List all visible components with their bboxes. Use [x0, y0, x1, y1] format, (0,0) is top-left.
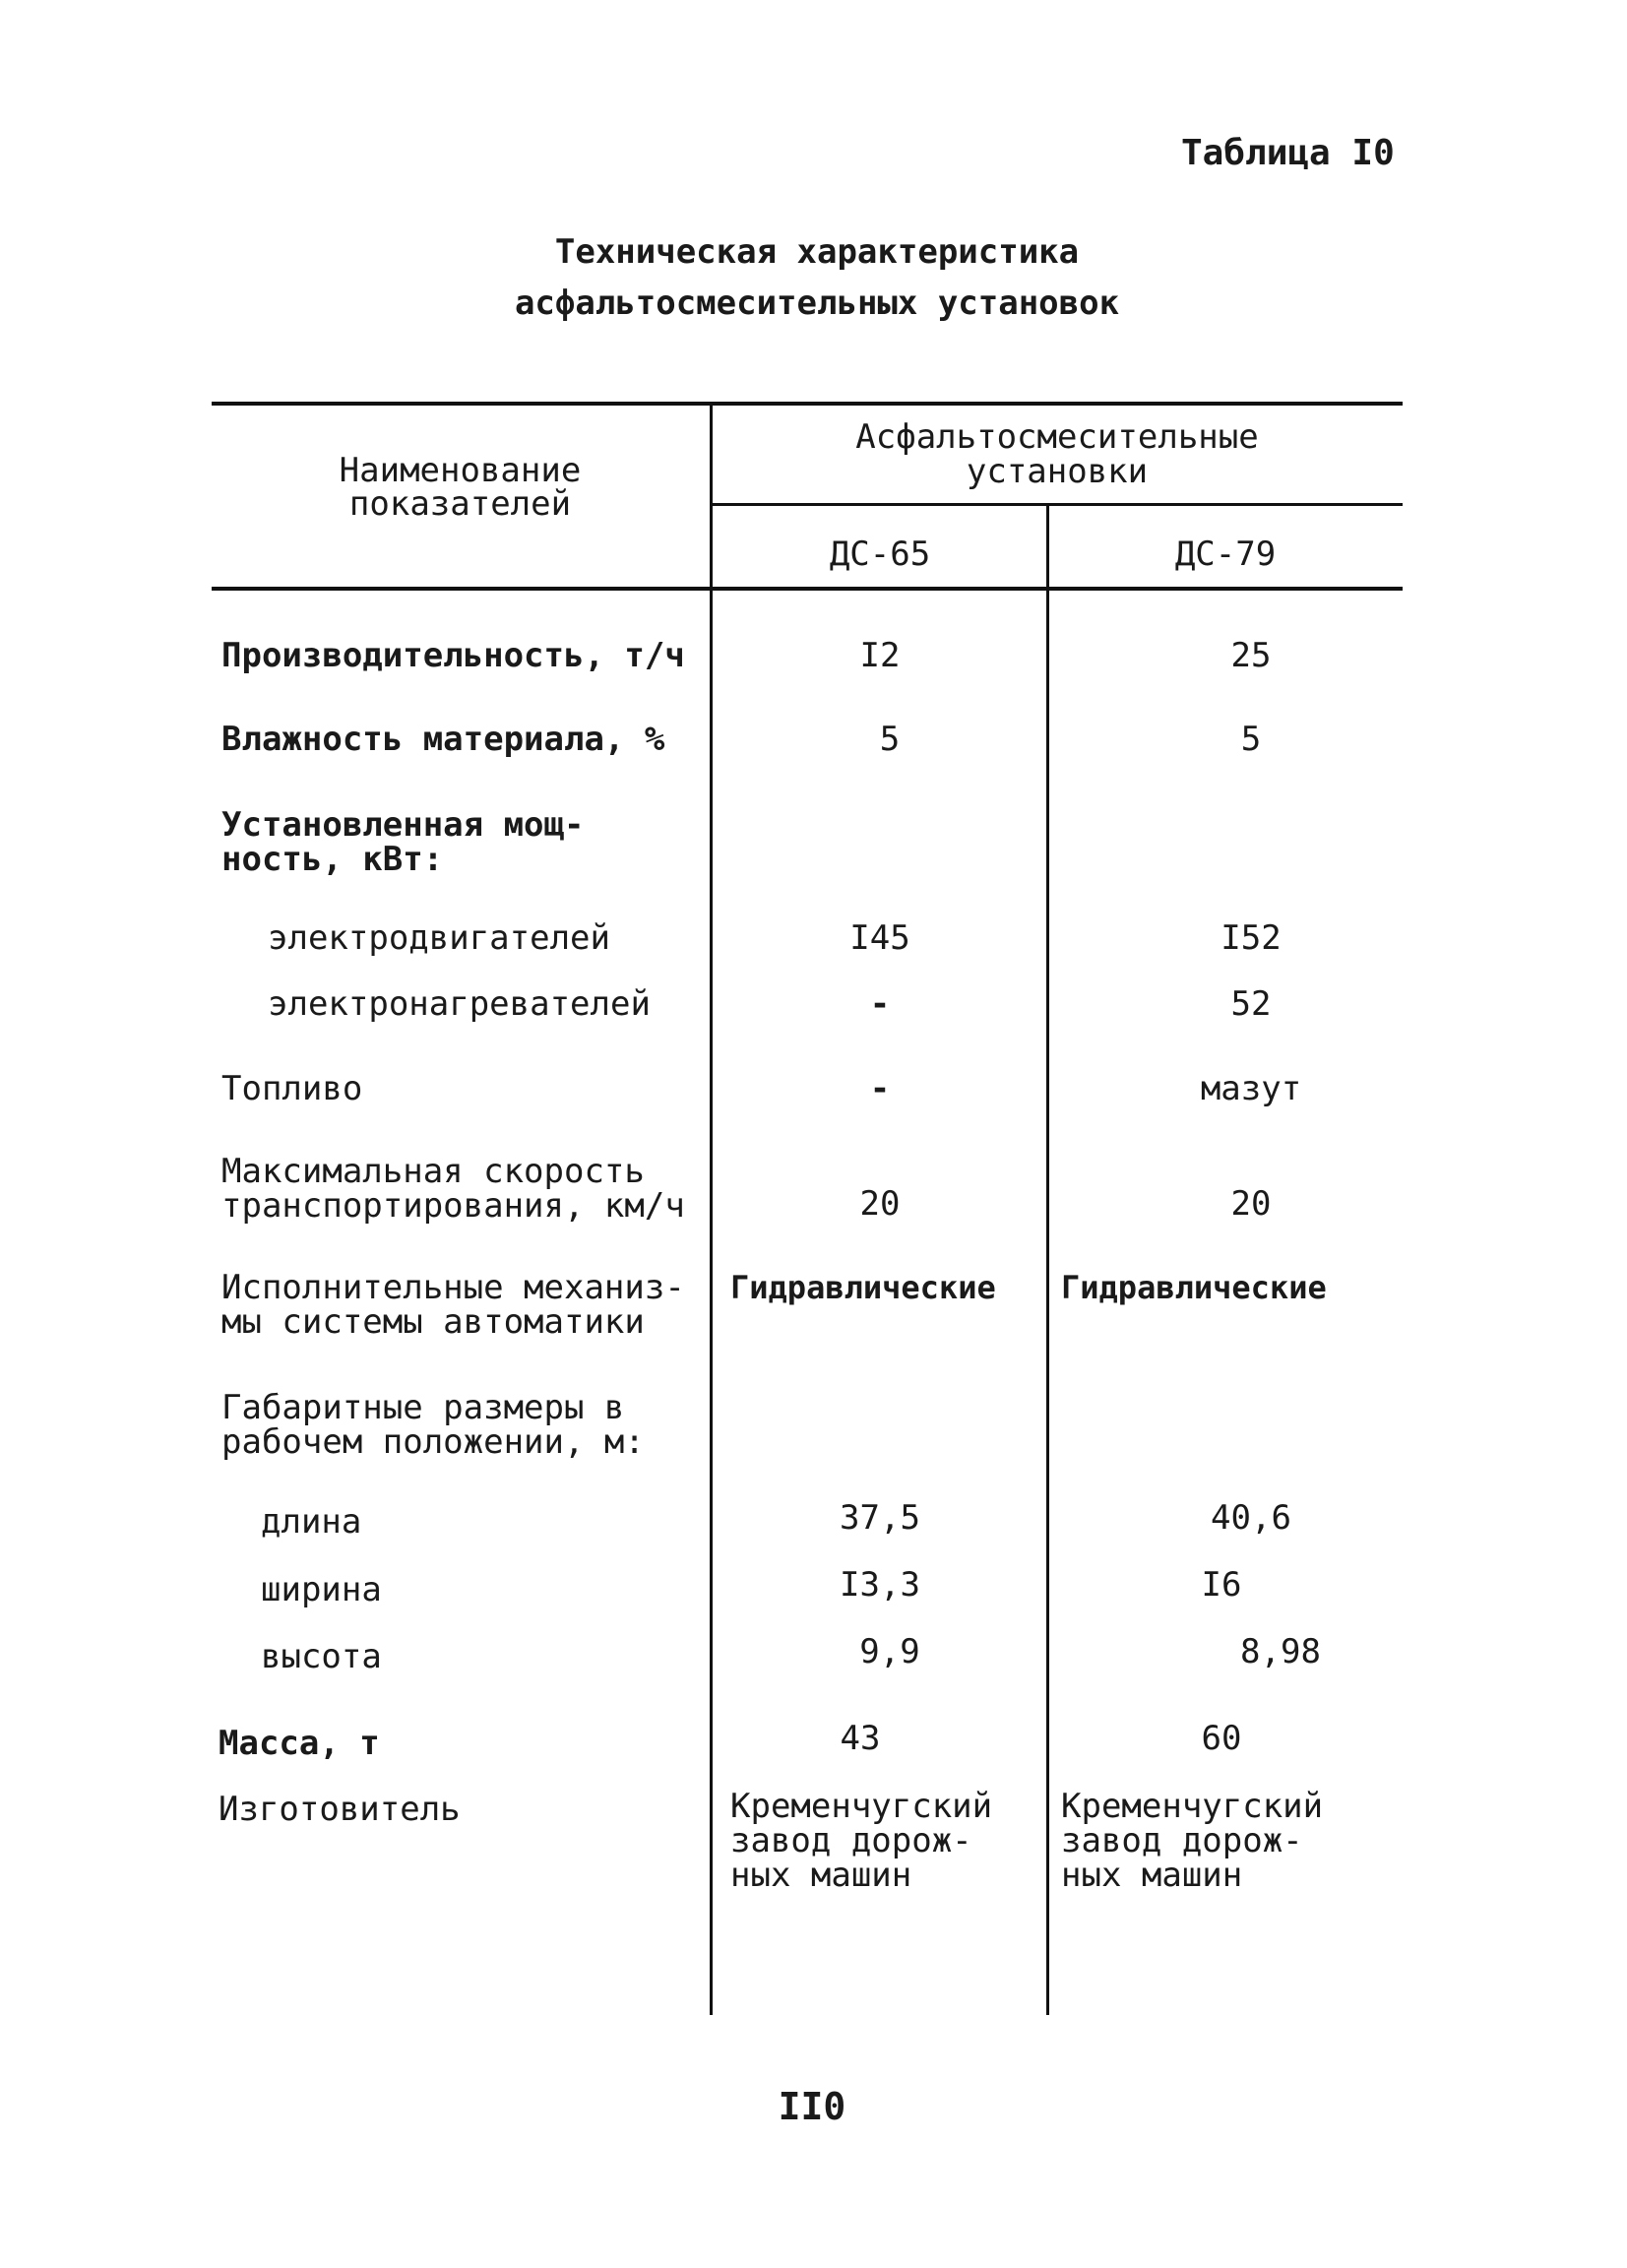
label-actuators-line-1: Исполнительные механиз-: [221, 1268, 685, 1307]
page-number: II0: [778, 2085, 846, 2128]
value-height-ds79: 8,98: [1240, 1632, 1321, 1671]
value-height-ds65: 9,9: [859, 1632, 920, 1671]
label-dimensions-line-1: Габаритные размеры в: [221, 1388, 625, 1427]
value-actuators-ds79: Гидравлические: [1061, 1269, 1327, 1306]
value-productivity-ds65: I2: [859, 636, 901, 675]
title-line-2: асфальтосмесительных установок: [514, 284, 1120, 323]
value-heaters-ds79: 52: [1230, 984, 1272, 1024]
value-length-ds79: 40,6: [1211, 1498, 1291, 1538]
value-maker-ds65-line-1: Кременчугский: [730, 1787, 993, 1826]
table-top-rule: [212, 402, 1403, 406]
value-length-ds65: 37,5: [840, 1498, 920, 1538]
label-heaters: электронагревателей: [268, 984, 651, 1024]
label-fuel: Топливо: [221, 1069, 363, 1108]
value-width-ds79: I6: [1201, 1565, 1242, 1605]
label-width: ширина: [261, 1570, 382, 1609]
header-group-line-1: Асфальтосмесительные: [855, 417, 1259, 457]
value-actuators-ds65: Гидравлические: [730, 1269, 996, 1306]
label-motors: электродвигателей: [268, 918, 610, 958]
label-mass: Масса, т: [219, 1724, 380, 1763]
label-productivity: Производительность, т/ч: [221, 636, 685, 675]
value-maker-ds65-line-2: завод дорож-: [730, 1821, 972, 1860]
value-moisture-ds79: 5: [1240, 720, 1262, 759]
header-indicator-line-2: показателей: [348, 484, 572, 524]
value-maker-ds79-line-2: завод дорож-: [1061, 1821, 1303, 1860]
label-power-line-2: ность, кВт:: [221, 840, 444, 879]
header-group-line-2: установки: [966, 452, 1149, 491]
title-line-1: Техническая характеристика: [554, 232, 1080, 272]
label-height: высота: [261, 1637, 382, 1676]
label-moisture: Влажность материала, %: [221, 720, 665, 759]
value-speed-ds65: 20: [859, 1184, 901, 1224]
value-productivity-ds79: 25: [1230, 636, 1272, 675]
value-motors-ds65: I45: [849, 918, 910, 958]
header-bottom-rule: [212, 587, 1403, 591]
header-indicator-line-1: Наименование: [339, 451, 582, 490]
label-actuators-line-2: мы системы автоматики: [221, 1302, 645, 1342]
value-motors-ds79: I52: [1220, 918, 1282, 958]
value-mass-ds79: 60: [1201, 1719, 1242, 1758]
label-speed-line-1: Максимальная скорость: [221, 1152, 645, 1191]
value-maker-ds79-line-1: Кременчугский: [1061, 1787, 1324, 1826]
value-maker-ds65-line-3: ных машин: [730, 1856, 912, 1895]
value-moisture-ds65: 5: [879, 720, 901, 759]
header-mid-rule: [711, 503, 1403, 506]
value-fuel-ds79: мазут: [1200, 1069, 1302, 1108]
table-label: Таблица I0: [1181, 133, 1395, 173]
header-ds65: ДС-65: [829, 535, 931, 574]
header-ds79: ДС-79: [1174, 535, 1277, 574]
value-speed-ds79: 20: [1230, 1184, 1272, 1224]
label-maker: Изготовитель: [219, 1790, 461, 1829]
value-mass-ds65: 43: [840, 1719, 881, 1758]
value-fuel-ds65: -: [869, 1069, 891, 1108]
value-heaters-ds65: -: [869, 984, 891, 1024]
label-dimensions-line-2: рабочем положении, м:: [221, 1422, 645, 1462]
label-length: длина: [261, 1502, 362, 1542]
value-width-ds65: I3,3: [840, 1565, 920, 1605]
value-maker-ds79-line-3: ных машин: [1061, 1856, 1243, 1895]
label-speed-line-2: транспортирования, км/ч: [221, 1186, 685, 1226]
label-power-line-1: Установленная мощ-: [221, 805, 585, 845]
